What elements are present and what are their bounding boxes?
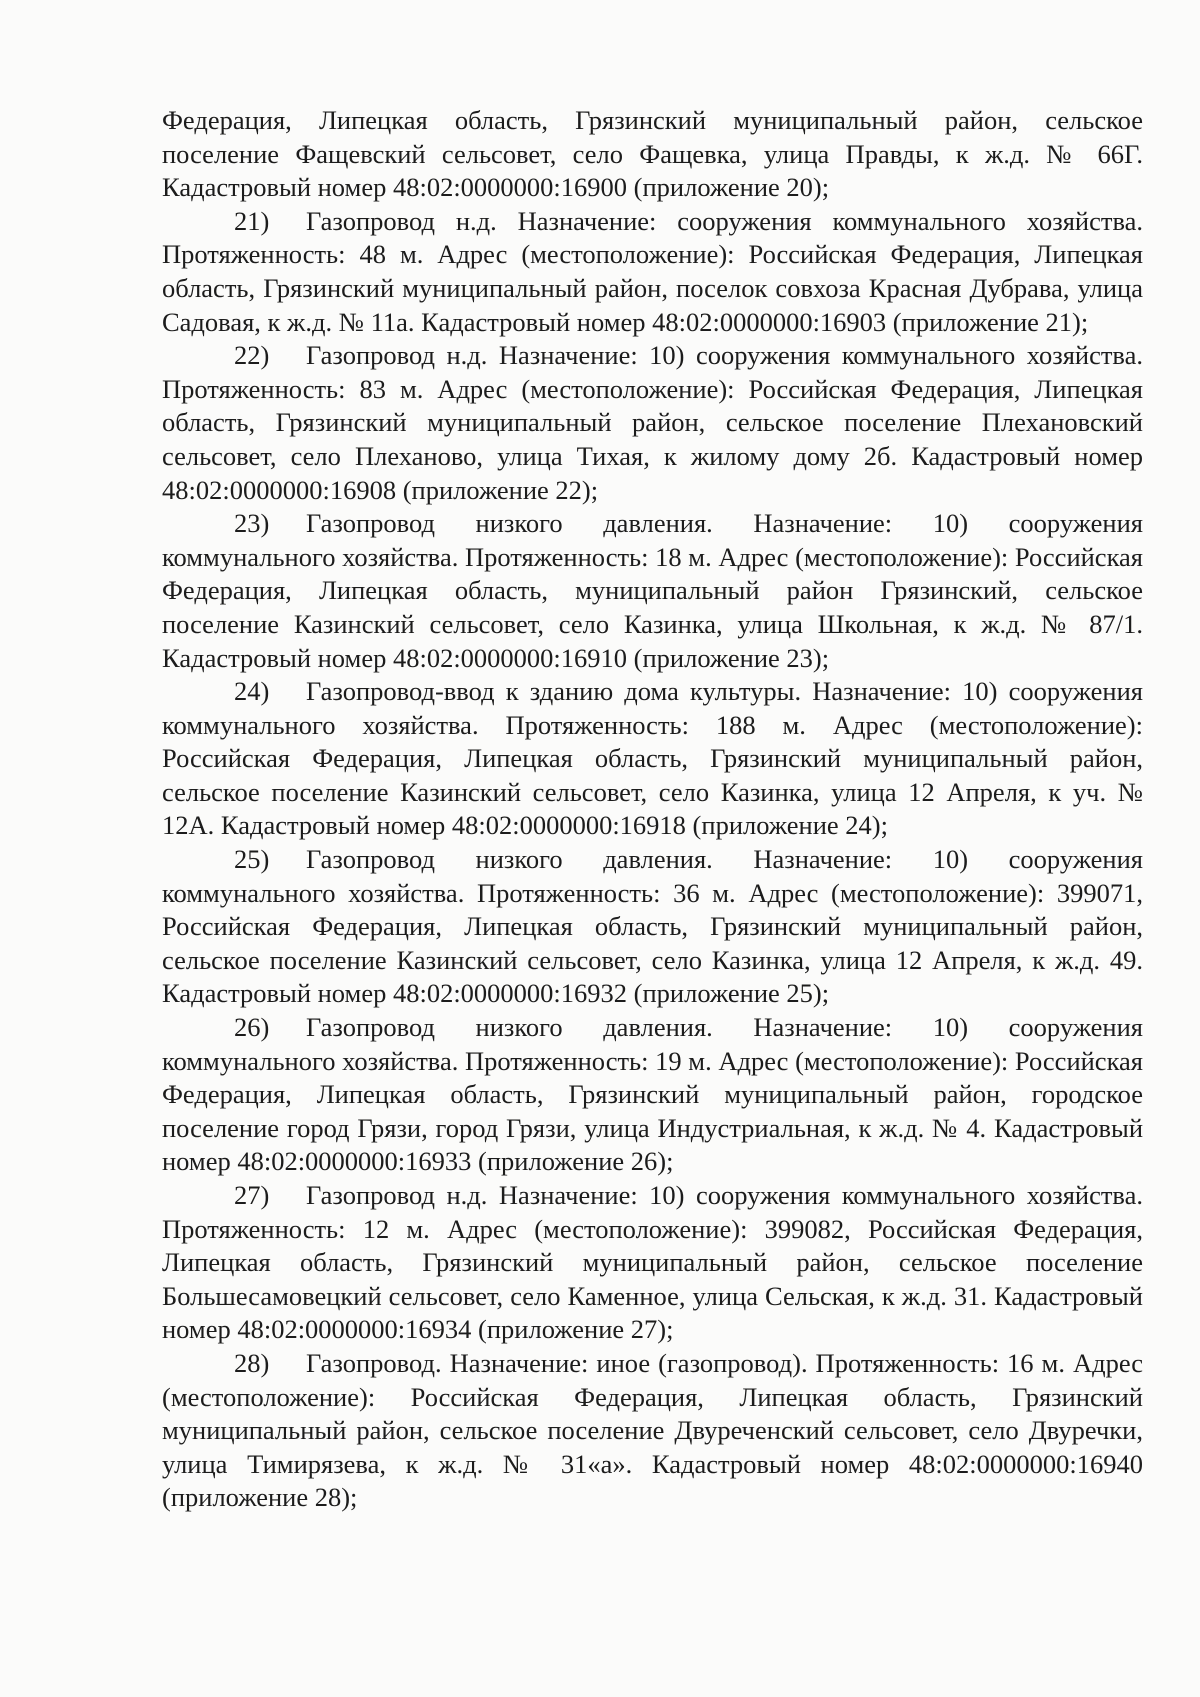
list-item-24 (162, 675, 1143, 843)
paragraph-continuation (162, 104, 1143, 205)
paragraph-text: Газопровод низкого давления. Назначение: 10) сооружения коммунального хозяйства. Протяженность: 18 м. Адрес (местоположение): Российская Федерация, Липецкая область, муниципальный район Грязинский, сельское поселение Казинский сельсовет, село Казинка, улица Школьная, к ж.д. № 87/1. Кадастровый номер 48:02:0000000:16910 (приложение 23); (162, 508, 1143, 673)
list-item-26 (162, 1011, 1143, 1179)
item-number: 25) (234, 844, 270, 875)
paragraph-text: Газопровод низкого давления. Назначение: 10) сооружения коммунального хозяйства. Протяженность: 36 м. Адрес (местоположение): 399071, Российская Федерация, Липецкая область, Грязинский муниципальный район, сельское поселение Казинский сельсовет, село Казинка, улица 12 Апреля, к ж.д. 49. Кадастровый номер 48:02:0000000:16932 (приложение 25); (162, 844, 1143, 1009)
paragraph-text: Федерация, Липецкая область, Грязинский муниципальный район, сельское поселение Фащевский сельсовет, село Фащевка, улица Правды, к ж.д. № 66Г. Кадастровый номер 48:02:0000000:16900 (приложение 20); (162, 105, 1143, 203)
list-item-27 (162, 1179, 1143, 1347)
paragraph-text: Газопровод н.д. Назначение: сооружения коммунального хозяйства. Протяженность: 48 м. Адрес (местоположение): Российская Федерация, Липецкая область, Грязинский муниципальный район, поселок совхоза Красная Дубрава, улица Садовая, к ж.д. № 11а. Кадастровый номер 48:02:0000000:16903 (приложение 21); (162, 205, 1143, 337)
item-number: 27) (234, 1180, 270, 1210)
list-item-25 (162, 843, 1143, 1011)
paragraph-text: Газопровод. Назначение: иное (газопровод). Протяженность: 16 м. Адрес (местоположение): Российская Федерация, Липецкая область, Грязинский муниципальный район, сельское поселение Двуреченский сельсовет, село Двуречки, улица Тимирязева, к ж.д. № 31«а». Кадастровый номер 48:02:0000000:16940 (приложение 28); (162, 1347, 1143, 1513)
paragraph-text: Газопровод н.д. Назначение: 10) сооружения коммунального хозяйства. Протяженность: 12 м. Адрес (местоположение): 399082, Российская Федерация, Липецкая область, Грязинский муниципальный район, сельское поселение Большесамовецкий сельсовет, село Каменное, улица Сельская, к ж.д. 31. Кадастровый номер 48:02:0000000:16934 (приложение 27); (162, 1180, 1143, 1345)
document-body (162, 104, 1143, 1515)
item-number: 23) (234, 508, 270, 539)
paragraph-text: Газопровод низкого давления. Назначение: 10) сооружения коммунального хозяйства. Протяженность: 19 м. Адрес (местоположение): Российская Федерация, Липецкая область, Грязинский муниципальный район, городское поселение город Грязи, город Грязи, улица Индустриальная, к ж.д. № 4. Кадастровый номер 48:02:0000000:16933 (приложение 26); (162, 1012, 1143, 1177)
item-number: 21) (234, 205, 270, 236)
item-number: 26) (234, 1012, 270, 1043)
item-number: 24) (234, 676, 270, 707)
list-item-23 (162, 507, 1143, 675)
paragraph-text: Газопровод н.д. Назначение: 10) сооружения коммунального хозяйства. Протяженность: 83 м. Адрес (местоположение): Российская Федерация, Липецкая область, Грязинский муниципальный район, сельское поселение Плехановский сельсовет, село Плеханово, улица Тихая, к жилому дому 2б. Кадастровый номер 48:02:0000000:16908 (приложение 22); (162, 340, 1143, 505)
item-number: 22) (234, 340, 270, 371)
paragraph-text: Газопровод-ввод к зданию дома культуры. Назначение: 10) сооружения коммунального хозяйства. Протяженность: 188 м. Адрес (местоположение): Российская Федерация, Липецкая область, Грязинский муниципальный район, сельское поселение Казинский сельсовет, село Казинка, улица 12 Апреля, к уч. № 12А. Кадастровый номер 48:02:0000000:16918 (приложение 24); (162, 676, 1143, 841)
list-item-21 (162, 205, 1143, 339)
list-item-28 (162, 1347, 1143, 1515)
item-number: 28) (234, 1347, 270, 1378)
list-item-22 (162, 339, 1143, 507)
